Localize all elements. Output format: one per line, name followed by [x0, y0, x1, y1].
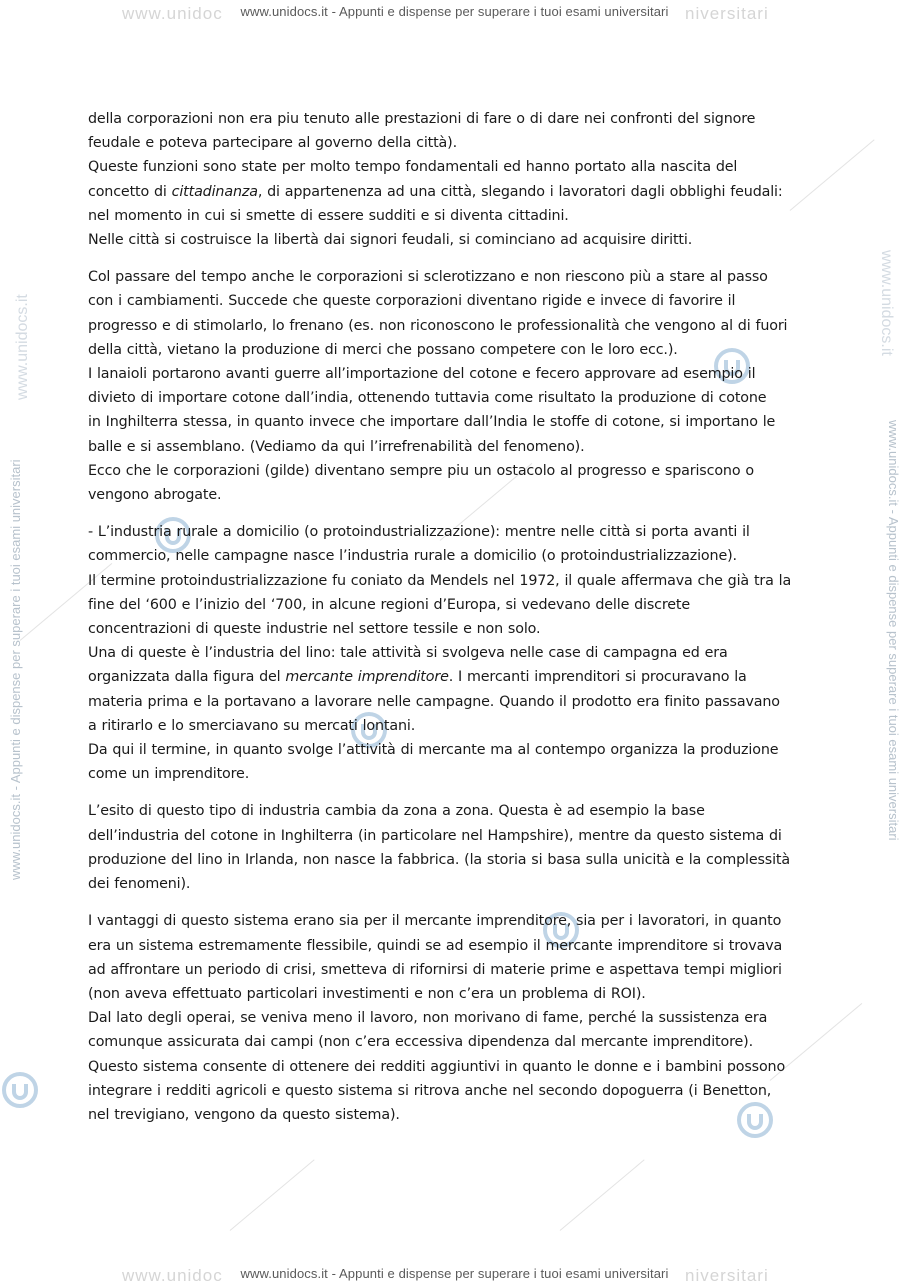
- text-line: comunque assicurata dai campi (non c’era eccessiva dipendenza dal mercante imprenditore).: [88, 1034, 753, 1051]
- text-line: in Inghilterra stessa, in quanto invece che importare dall’India le stoffe di cotone, si importano le: [88, 414, 776, 431]
- text-line: balle e si assemblano. (Vediamo da qui l’irrefrenabilità del fenomeno).: [88, 438, 585, 455]
- watermark-ghost-top-right: niversitari: [685, 4, 769, 23]
- text-line: feudale e poteva partecipare al governo della città).: [88, 135, 457, 152]
- text-line: L’esito di questo tipo di industria cambia da zona a zona. Questa è ad esempio la base: [88, 803, 705, 820]
- text-line: vengono abrogate.: [88, 487, 222, 504]
- text-segment: . I mercanti imprenditori si procuravano la: [448, 669, 747, 686]
- document-body: [88, 107, 828, 1140]
- watermark-side-right-faint: www.unidocs.it: [878, 250, 895, 356]
- watermark-header: www.unidocs.it - Appunti e dispense per superare i tuoi esami universitari: [240, 4, 669, 19]
- paragraph: [88, 799, 828, 896]
- text-line: Questo sistema consente di ottenere dei redditi aggiuntivi in quanto le donne e i bambini possono: [88, 1058, 786, 1075]
- text-line: della corporazioni non era piu tenuto alle prestazioni di fare o di dare nei confronti del signore: [88, 111, 756, 127]
- text-line: integrare i redditi agricoli e questo sistema si ritrova anche nel secondo dopoguerra (i Benetton,: [88, 1082, 772, 1099]
- text-line: della città, vietano la produzione di merci che possano competere con le loro ecc.).: [88, 341, 678, 358]
- watermark-side-left: www.unidocs.it - Appunti e dispense per superare i tuoi esami universitari: [8, 459, 23, 880]
- text-line: [88, 665, 828, 689]
- italic-term: cittadinanza: [171, 183, 258, 200]
- text-line: Dal lato degli operai, se veniva meno il lavoro, non morivano di fame, perché la sussistenza era: [88, 1010, 768, 1027]
- text-line: Queste funzioni sono state per molto tempo fondamentali ed hanno portato alla nascita del: [88, 159, 738, 176]
- text-line: - L’industria rurale a domicilio (o protoindustrializzazione): mentre nelle città si porta avanti il: [88, 524, 750, 541]
- unidocs-logo-icon: [0, 1070, 40, 1110]
- text-line: nel momento in cui si smette di essere sudditi e si diventa cittadini.: [88, 207, 569, 224]
- text-line: [88, 180, 828, 204]
- text-line: Da qui il termine, in quanto svolge l’attività di mercante ma al contempo organizza la produzione: [88, 742, 779, 759]
- text-line: commercio, nelle campagne nasce l’industria rurale a domicilio (o protoindustrializzazione).: [88, 548, 737, 565]
- paragraph: [88, 107, 828, 252]
- text-line: Il termine protoindustrializzazione fu coniato da Mendels nel 1972, il quale affermava che già tra la: [88, 572, 792, 589]
- paragraph: [88, 265, 828, 507]
- watermark-diagonal-line: [230, 1159, 315, 1230]
- text-line: I lanaioli portarono avanti guerre all’importazione del cotone e fecero approvare ad esempio il: [88, 366, 756, 383]
- watermark-side-left-faint: www.unidocs.it: [14, 294, 31, 400]
- text-line: Una di queste è l’industria del lino: tale attività si svolgeva nelle case di campagna ed era: [88, 645, 728, 662]
- text-line: Nelle città si costruisce la libertà dai signori feudali, si cominciano ad acquisire diritti.: [88, 232, 693, 249]
- text-line: (non aveva effettuato particolari investimenti e non c’era un problema di ROI).: [88, 985, 646, 1002]
- text-line: produzione del lino in Irlanda, non nasce la fabbrica. (la storia si basa sulla unicità e la complessità: [88, 851, 790, 868]
- text-line: materia prima e la portavano a lavorare nelle campagne. Quando il prodotto era finito passavano: [88, 693, 780, 710]
- watermark-ghost-bottom-left: www.unidoc: [122, 1266, 223, 1285]
- text-line: dell’industria del cotone in Inghilterra (in particolare nel Hampshire), mentre da questo sistema di: [88, 827, 782, 844]
- text-line: dei fenomeni).: [88, 876, 191, 893]
- text-line: con i cambiamenti. Succede che queste corporazioni diventano rigide e invece di favorire il: [88, 293, 736, 310]
- text-line: divieto di importare cotone dall’india, ottenendo tuttavia come risultato la produzione di cotone: [88, 390, 767, 407]
- text-line: come un imprenditore.: [88, 766, 250, 783]
- text-line: Ecco che le corporazioni (gilde) diventano sempre piu un ostacolo al progresso e spariscono o: [88, 462, 754, 479]
- text-line: era un sistema estremamente flessibile, quindi se ad esempio il mercante imprenditore si trovava: [88, 937, 783, 954]
- text-line: nel trevigiano, vengono da questo sistema).: [88, 1106, 400, 1123]
- text-line: progresso e di stimolarlo, lo frenano (es. non riconoscono le professionalità che vengono al di fuori: [88, 317, 788, 334]
- watermark-diagonal-line: [560, 1159, 645, 1230]
- watermark-footer: www.unidocs.it - Appunti e dispense per superare i tuoi esami universitari: [240, 1266, 669, 1281]
- watermark-side-right: www.unidocs.it - Appunti e dispense per superare i tuoi esami universitari: [886, 420, 901, 841]
- paragraph: [88, 909, 828, 1127]
- text-line: concentrazioni di queste industrie nel settore tessile e non solo.: [88, 621, 541, 638]
- text-line: I vantaggi di questo sistema erano sia per il mercante imprenditore, sia per i lavoratori, in quanto: [88, 913, 782, 930]
- text-segment: , di appartenenza ad una città, slegando i lavoratori dagli obblighi feudali:: [257, 183, 783, 200]
- text-line: ad affrontare un periodo di crisi, smetteva di rifornirsi di materie prime e aspettava tempi migliori: [88, 961, 782, 978]
- text-line: fine del ‘600 e l’inizio del ‘700, in alcune regioni d’Europa, si vedevano delle discrete: [88, 596, 691, 613]
- text-segment: concetto di: [88, 183, 172, 200]
- text-segment: organizzata dalla figura del: [88, 669, 286, 686]
- watermark-ghost-bottom-right: niversitari: [685, 1266, 769, 1285]
- paragraph: [88, 520, 828, 786]
- watermark-ghost-top-left: www.unidoc: [122, 4, 223, 23]
- italic-term: mercante imprenditore: [285, 669, 449, 686]
- text-line: a ritirarlo e lo smerciavano su mercati lontani.: [88, 717, 416, 734]
- text-line: Col passare del tempo anche le corporazioni si sclerotizzano e non riescono più a stare al passo: [88, 269, 768, 286]
